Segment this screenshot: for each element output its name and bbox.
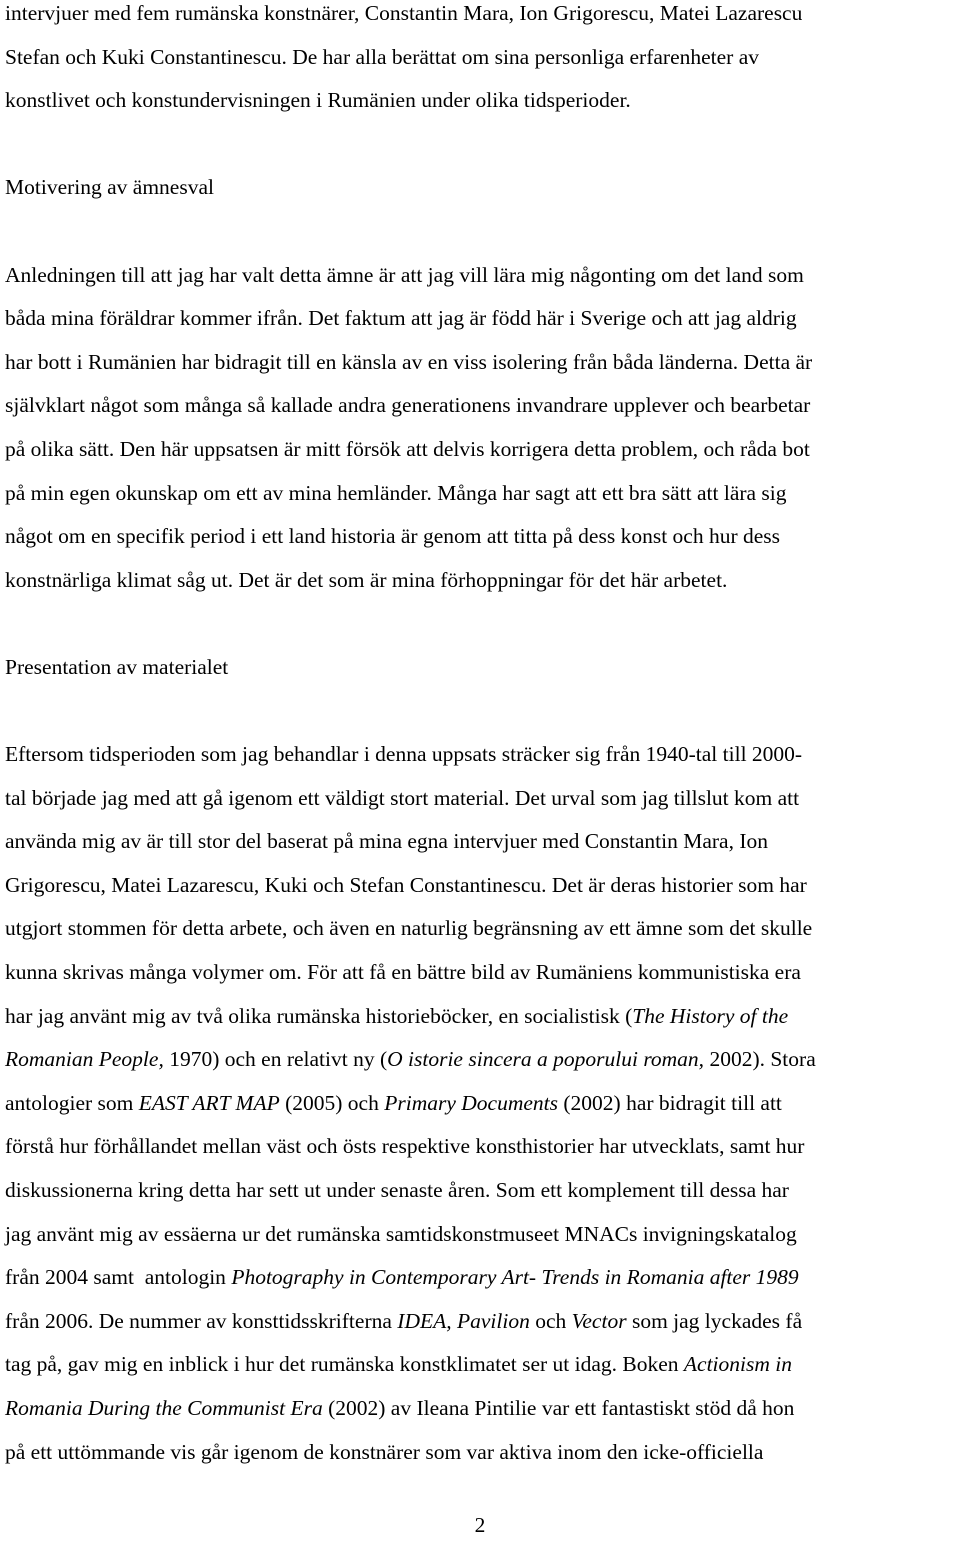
text-segment: intervjuer med fem rumänska konstnärer, Constantin Mara, Ion Grigorescu, Matei Lazarescu (5, 1, 803, 25)
text-line (5, 1038, 955, 1082)
text-segment: självklart något som många så kallade andra generationens invandrare upplever och bearbetar (5, 393, 811, 418)
italic-title-text: Vector (571, 1308, 627, 1333)
text-line (5, 1125, 955, 1169)
italic-title-text: Romanian People, (5, 1047, 164, 1072)
text-segment: (2005) och (279, 1090, 385, 1115)
text-line (5, 1300, 955, 1344)
text-line (5, 1431, 955, 1475)
text-segment: förstå hur förhållandet mellan väst och östs respektive konsthistorier har utvecklats, samt hur (5, 1134, 805, 1159)
text-line (5, 254, 955, 298)
presentation-paragraph (5, 733, 955, 1474)
text-line (5, 384, 955, 428)
italic-title-text: Actionism in (683, 1352, 792, 1377)
text-line (5, 1082, 955, 1126)
text-line (5, 515, 955, 559)
text-segment: utgjort stommen för detta arbete, och även en naturlig begränsning av ett ämne som det skulle (5, 916, 813, 941)
text-segment: båda mina föräldrar kommer ifrån. Det faktum att jag är född här i Sverige och att jag aldrig (5, 306, 797, 331)
text-segment: 1970) och en relativt ny ( (163, 1047, 388, 1072)
text-segment: som jag lyckades få (626, 1308, 803, 1333)
italic-title-text: Photography in Contemporary Art- Trends in Romania after 1989 (231, 1265, 799, 1290)
text-segment: konstlivet och konstundervisningen i Rumänien under olika tidsperioder. (5, 88, 631, 113)
document-page (5, 0, 955, 1474)
text-line (5, 0, 955, 36)
text-segment: Grigorescu, Matei Lazarescu, Kuki och Stefan Constantinescu. Det är deras historier som har (5, 872, 807, 897)
italic-title-text: O istorie sincera a poporului roman, (387, 1047, 705, 1072)
text-line (5, 733, 955, 777)
text-segment: (2002) av Ileana Pintilie var ett fantastiskt stöd då hon (322, 1396, 795, 1420)
text-line (5, 820, 955, 864)
intro-paragraph (5, 0, 955, 123)
text-segment: tal började jag med att gå igenom ett väldigt stort material. Det urval som jag tillslut kom att (5, 785, 800, 810)
text-line (5, 864, 955, 908)
text-line (5, 79, 955, 123)
text-line (5, 1343, 955, 1387)
text-segment: jag använt mig av essäerna ur det rumänska samtidskonstmuseet MNACs invigningskatalog (5, 1221, 797, 1246)
text-segment: på min egen okunskap om ett av mina hemländer. Många har sagt att ett bra sätt att lära sig (5, 480, 787, 505)
text-line (5, 1256, 955, 1300)
text-segment: Anledningen till att jag har valt detta ämne är att jag vill lära mig någonting om det land som (5, 262, 804, 287)
text-segment: från 2004 samt antologin (5, 1265, 232, 1290)
text-line (5, 951, 955, 995)
text-line (5, 341, 955, 385)
text-segment: antologier som (5, 1090, 139, 1115)
text-segment: har jag använt mig av två olika rumänska historieböcker, en socialistisk ( (5, 1003, 633, 1028)
text-line (5, 907, 955, 951)
text-line (5, 995, 955, 1039)
text-segment: Stefan och Kuki Constantinescu. De har alla berättat om sina personliga erfarenheter av (5, 44, 760, 69)
text-segment: något om en specifik period i ett land historia är genom att titta på dess konst och hur dess (5, 524, 781, 549)
text-segment: 2002). Stora (704, 1047, 816, 1072)
text-line (5, 472, 955, 516)
text-segment: konstnärliga klimat såg ut. Det är det som är mina förhoppningar för det här arbetet. (5, 567, 728, 592)
page-number: 2 (474, 1513, 486, 1537)
text-line (5, 1169, 955, 1213)
text-segment: har bott i Rumänien har bidragit till en känsla av en viss isolering från båda länderna. Detta är (5, 349, 813, 374)
text-line (5, 36, 955, 80)
text-segment: (2002) har bidragit till att (558, 1090, 782, 1115)
text-line (5, 428, 955, 472)
section-heading-presentation: Presentation av materialet (5, 654, 229, 679)
text-segment: på ett uttömmande vis går igenom de konstnärer som var aktiva inom den icke-officiella (5, 1439, 764, 1464)
text-segment: och (529, 1308, 572, 1333)
text-line (5, 1213, 955, 1257)
text-segment: diskussionerna kring detta har sett ut under senaste åren. Som ett komplement till dessa har (5, 1178, 789, 1203)
italic-title-text: IDEA, Pavilion (397, 1308, 530, 1333)
motivering-paragraph (5, 254, 955, 603)
italic-title-text: The History of the (632, 1003, 789, 1028)
text-segment: Eftersom tidsperioden som jag behandlar i denna uppsats sträcker sig från 1940-tal till 2000- (5, 742, 803, 767)
text-segment: från 2006. De nummer av konsttidsskrifterna (5, 1308, 398, 1333)
italic-title-text: Primary Documents (384, 1090, 558, 1115)
text-line (5, 559, 955, 603)
text-line (5, 777, 955, 821)
italic-title-text: EAST ART MAP (138, 1090, 280, 1115)
text-segment: tag på, gav mig en inblick i hur det rumänska konstklimatet ser ut idag. Boken (5, 1352, 684, 1377)
text-segment: på olika sätt. Den här uppsatsen är mitt försök att delvis korrigera detta problem, och råda bot (5, 436, 810, 461)
section-heading-motivering: Motivering av ämnesval (5, 175, 214, 200)
text-line (5, 1387, 955, 1431)
italic-title-text: Romania During the Communist Era (5, 1396, 323, 1420)
text-segment: kunna skrivas många volymer om. För att få en bättre bild av Rumäniens kommunistiska era (5, 960, 801, 985)
text-line (5, 297, 955, 341)
text-segment: använda mig av är till stor del baserat på mina egna intervjuer med Constantin Mara, Ion (5, 829, 769, 854)
